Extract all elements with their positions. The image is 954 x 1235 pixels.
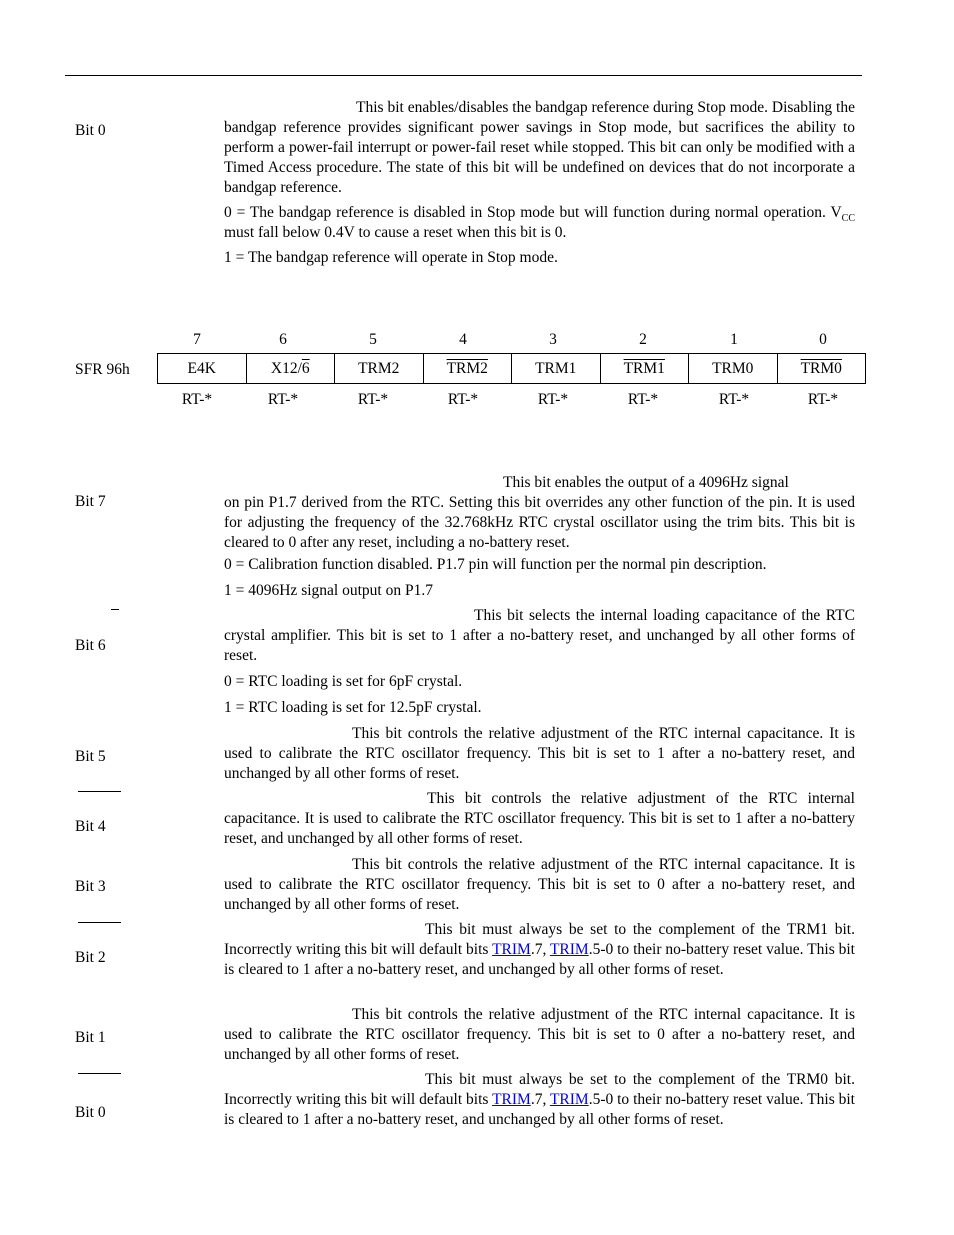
bit-number: 1 — [730, 331, 738, 348]
bit0-overbar-mark — [78, 1073, 121, 1074]
trim-link[interactable]: TRIM — [549, 1091, 589, 1108]
intro-description: This bit enables/disables the bandgap reference during Stop mode. Disabling the bandgap reference provides significant power savings in Stop mode, but sacrifices the ability to perform a power-fail interrupt or power-fail reset while stopped. This bit can only be modified with a Timed Access procedure. The state of this bit will be undefined on devices that do not incorporate a bandgap reference. — [224, 99, 855, 196]
register-label: SFR 96h — [75, 361, 130, 378]
register-cell: TRM2 — [424, 354, 513, 383]
register-cell: X12/ 6 — [247, 354, 336, 383]
intro-option-1: 1 = The bandgap reference will operate in Stop mode. — [224, 249, 558, 266]
bit3-description: This bit controls the relative adjustment of the RTC internal capacitance. It is used to calibrate the RTC oscillator frequency. This bit is set to 0 after a no-battery reset, and unchanged by all other forms of reset. — [224, 856, 855, 913]
bit-number: 0 — [819, 331, 827, 348]
access-type: RT-* — [357, 391, 389, 408]
bit1-label: Bit 1 — [75, 1029, 106, 1046]
bit-number: 7 — [193, 331, 201, 348]
bit-number: 3 — [549, 331, 557, 348]
register-bits-row — [157, 353, 866, 384]
register-cell: TRM1 — [512, 354, 601, 383]
header-rule — [65, 75, 862, 76]
bit-number: 6 — [279, 331, 287, 348]
bit6-option-1: 1 = RTC loading is set for 12.5pF crystal. — [224, 699, 482, 716]
bit5-label: Bit 5 — [75, 748, 106, 765]
bit7-label: Bit 7 — [75, 493, 106, 510]
trim-link[interactable]: TRIM — [492, 1091, 531, 1108]
bit7-option-0: 0 = Calibration function disabled. P1.7 pin will function per the normal pin description. — [224, 556, 767, 573]
intro-option-0: 0 = The bandgap reference is disabled in Stop mode but will function during normal operation. $V_{CC}$ must fall below 0.4V to cause a reset when this bit is 0. — [224, 204, 855, 241]
access-type: RT-* — [537, 391, 569, 408]
bit0-label: Bit 0 — [75, 1104, 106, 1121]
bit4-label: Bit 4 — [75, 818, 106, 835]
bit4-overbar-mark — [78, 791, 121, 792]
bit-number: 5 — [369, 331, 377, 348]
bit-number: 2 — [639, 331, 647, 348]
bit6-description: This bit selects the internal loading capacitance of the RTC crystal amplifier. This bit is set to 1 after a no-battery reset, and unchanged by all other forms of reset. — [224, 607, 855, 664]
bit7-description: on pin P1.7 derived from the RTC. Setting this bit overrides any other function of the pin. It is used for adjusting the frequency of the 32.768kHz RTC crystal oscillator using the trim bits. This bit is cleared to 0 after any reset, including a no-battery reset. — [224, 494, 855, 551]
bit2-label: Bit 2 — [75, 949, 106, 966]
access-type: RT-* — [181, 391, 213, 408]
bit0-description: This bit must always be set to the complement of the TRM0 bit. Incorrectly writing this bit will default bits TRIM.7, TRIM.5-0 to their no-battery reset value. This bit is cleared to 1 after a no-battery reset, and unchanged by all other forms of reset. — [224, 1071, 855, 1128]
intro-bit-label: Bit 0 — [75, 122, 106, 139]
bit6-label: Bit 6 — [75, 637, 106, 654]
bit2-description: This bit must always be set to the complement of the TRM1 bit. Incorrectly writing this bit will default bits TRIM.7, TRIM.5-0 to their no-battery reset value. This bit is cleared to 1 after a no-battery reset, and unchanged by all other forms of reset. — [224, 921, 855, 978]
bit6-option-0: 0 = RTC loading is set for 6pF crystal. — [224, 673, 463, 690]
bit1-description: This bit controls the relative adjustment of the RTC internal capacitance. It is used to calibrate the RTC oscillator frequency. This bit is set to 0 after a no-battery reset, and unchanged by all other forms of reset. — [224, 1006, 855, 1063]
access-type: RT-* — [627, 391, 659, 408]
trim-link[interactable]: TRIM — [492, 941, 531, 958]
access-type: RT-* — [447, 391, 479, 408]
register-cell: E4K — [158, 354, 247, 383]
access-type: RT-* — [267, 391, 299, 408]
access-type: RT-* — [807, 391, 839, 408]
bit4-description: This bit controls the relative adjustment of the RTC internal capacitance. It is used to calibrate the RTC oscillator frequency. This bit is set to 1 after a no-battery reset, and unchanged by all other forms of reset. — [224, 790, 855, 847]
register-cell: TRM0 — [689, 354, 778, 383]
bit3-label: Bit 3 — [75, 878, 106, 895]
register-cell: TRM0 — [800, 359, 842, 377]
bit2-overbar-mark — [78, 922, 121, 923]
trim-link[interactable]: TRIM — [549, 941, 589, 958]
bit5-description: This bit controls the relative adjustment of the RTC internal capacitance. It is used to calibrate the RTC oscillator frequency. This bit is set to 1 after a no-battery reset, and unchanged by all other forms of reset. — [224, 725, 855, 782]
bit7-option-1: 1 = 4096Hz signal output on P1.7 — [224, 582, 433, 599]
access-type: RT-* — [718, 391, 750, 408]
bit6-overbar-mark — [111, 609, 119, 610]
register-cell: TRM1 — [601, 354, 690, 383]
bit7-description-lead: This bit enables the output of a 4096Hz signal — [503, 474, 789, 491]
bit-number: 4 — [459, 331, 467, 348]
register-cell: TRM2 — [335, 354, 424, 383]
